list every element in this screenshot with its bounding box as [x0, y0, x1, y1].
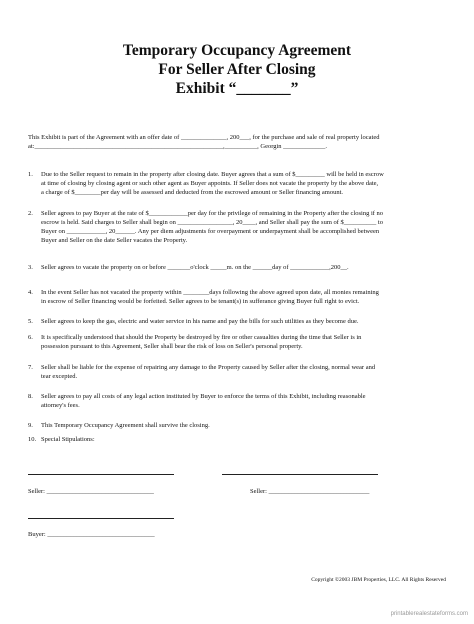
seller-signature-left: Seller: _________________________________: [28, 488, 154, 495]
clause-line: escrow is held. Said charges to Seller shall begin on _________________, 20____, and Seller shall pay the sum of $__________ to: [41, 219, 383, 226]
clause-5: [28, 317, 448, 326]
clause-line: Seller agrees to vacate the property on or before _______o'clock _____m. on the ______day of ____________,200__.: [41, 264, 349, 271]
clause-line: at time of closing by closing agent or such other agent as Buyer appoints. If Seller does not vacate the property by the above date,: [41, 180, 379, 187]
clause-number: 7.: [28, 364, 33, 371]
clause-line: Seller shall be liable for the expense of repairing any damage to the Property caused by Seller after the closing, normal wear and: [41, 364, 376, 371]
clause-line: Buyer and Seller on the date Seller vacates the Property.: [41, 237, 188, 244]
clause-line: Due to the Seller request to remain in the property after closing date. Buyer agrees that a sum of $_________ will be held in escrow: [41, 171, 384, 178]
clause-line: attorney's fees.: [41, 402, 80, 409]
copyright-notice: Copyright ©2003 JBM Properties, LLC. All Rights Reserved: [311, 577, 446, 583]
intro-paragraph: [28, 133, 448, 151]
clause-number: 1.: [28, 171, 33, 178]
clause-7: [28, 363, 448, 381]
clause-6: [28, 333, 448, 351]
seller-signature-right: Seller: _______________________________: [250, 488, 370, 495]
clause-number: 9.: [28, 422, 33, 429]
clause-8: [28, 392, 448, 410]
clause-line: tear excepted.: [41, 373, 78, 380]
clause-line: Seller agrees to pay all costs of any legal action instituted by Buyer to enforce the terms of this Exhibit, including reasonable: [41, 393, 366, 400]
clause-line: This Temporary Occupancy Agreement shall survive the closing.: [41, 422, 210, 429]
buyer-signature: Buyer: _________________________________: [28, 531, 155, 538]
clause-line: Buyer on ____________, 20______. Any per diem adjustments for overpayment or underpayment shall be accomplished between: [41, 228, 380, 235]
clause-number: 8.: [28, 393, 33, 400]
clause-2: [28, 209, 448, 245]
signature-date-line-right: [222, 474, 378, 475]
clause-line: In the event Seller has not vacated the property within ________days following the above agreed upon date, all monies remaining: [41, 289, 379, 296]
clause-line: possession pursuant to this Agreement, Seller shall bear the risk of loss on Seller's personal property.: [41, 343, 303, 350]
intro-line: at:__________________________________________________________,__________, Georgin _____________.: [28, 143, 328, 150]
clause-number: 10.: [28, 436, 37, 443]
clause-4: [28, 288, 448, 306]
exhibit-label: Exhibit “_______”: [175, 80, 299, 97]
clause-number: 3.: [28, 264, 33, 271]
clause-line: a charge of $________per day will be assessed and deducted from the escrowed amount or Seller financing amount.: [41, 189, 344, 196]
clause-number: 5.: [28, 318, 33, 325]
buyer-date-line: [28, 518, 174, 519]
clause-line: Seller agrees to pay Buyer at the rate of $____________per day for the privilege of remaining in the Property after the closing if no: [41, 210, 384, 217]
clause-line: It is specifically understood that should the Property be destroyed by fire or other casualties during the time that Seller is in: [41, 334, 362, 341]
clause-9: [28, 421, 448, 430]
clause-line: Seller agrees to keep the gas, electric and water service in his name and pay the bills for such utilities as they become due.: [41, 318, 359, 325]
document-subtitle: For Seller After Closing: [158, 61, 316, 78]
clause-1: [28, 170, 448, 197]
clause-number: 2.: [28, 210, 33, 217]
intro-line: This Exhibit is part of the Agreement with an offer date of ______________, 200___, for the purchase and sale of real property located: [28, 134, 380, 141]
special-stipulations-label: Special Stipulations:: [41, 436, 95, 443]
signature-date-line-left: [28, 474, 174, 475]
clause-number: 6.: [28, 334, 33, 341]
clause-number: 4.: [28, 289, 33, 296]
clause-3: [28, 263, 448, 272]
document-title: Temporary Occupancy Agreement: [122, 42, 352, 59]
clause-line: in escrow of Seller financing would be forfeited. Seller agrees to be tenant(s) in sufferance giving Buyer full right to evict.: [41, 298, 360, 305]
source-watermark: printablerealestateforms.com: [390, 611, 468, 617]
clause-10: [28, 435, 448, 444]
